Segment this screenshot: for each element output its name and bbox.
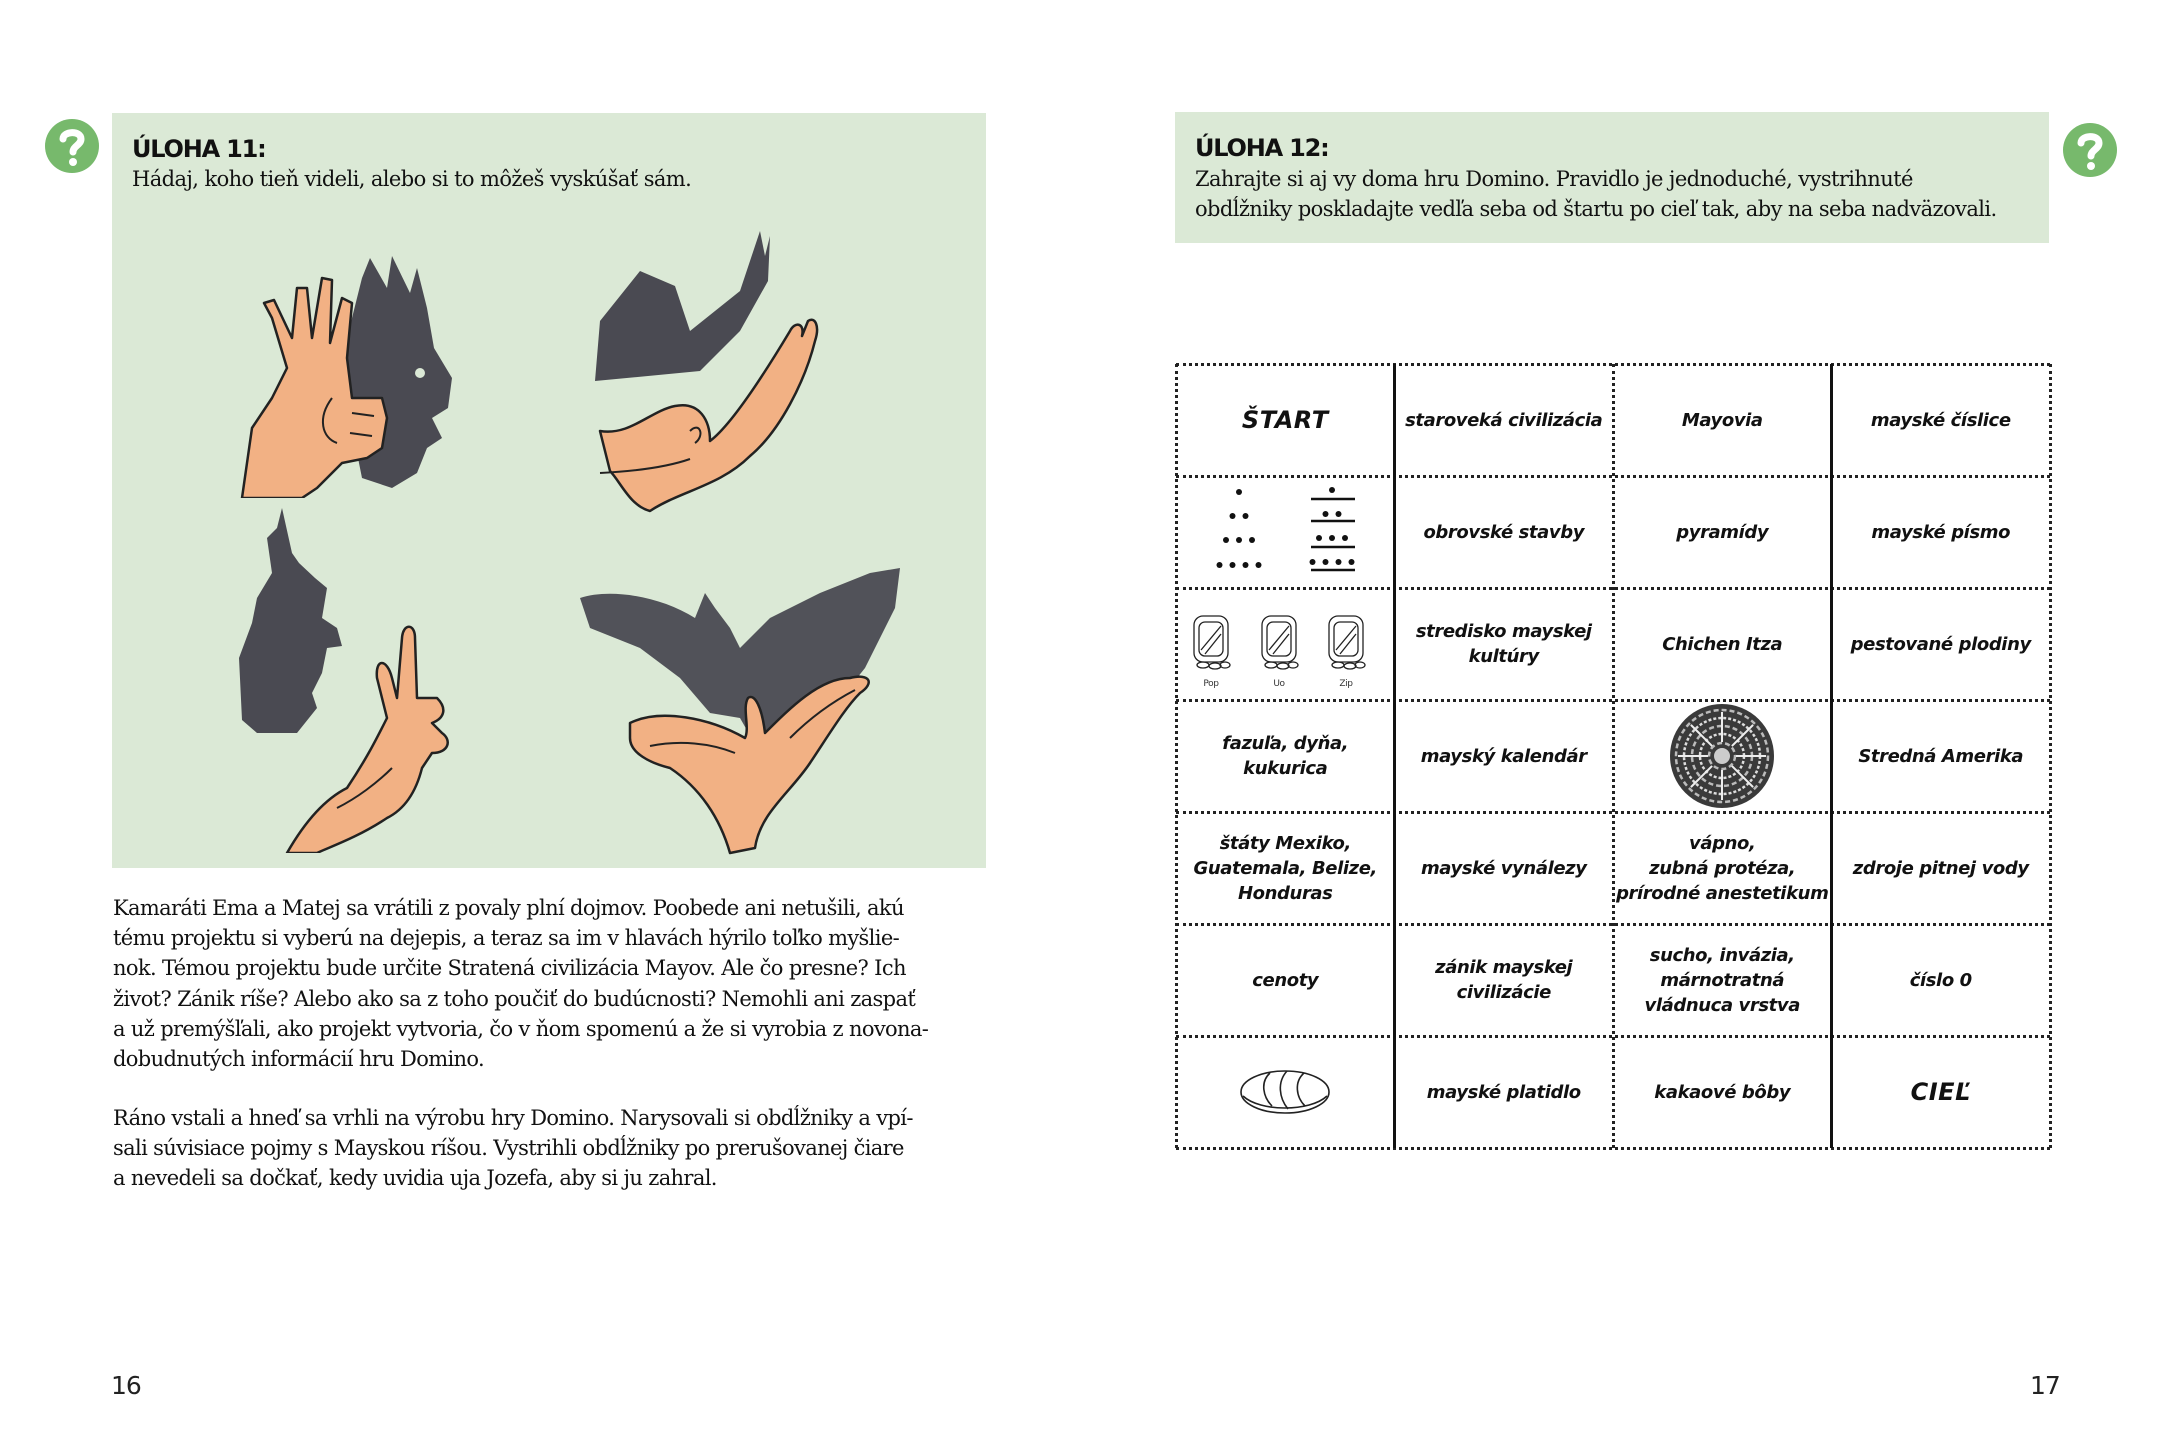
domino-cell bbox=[1176, 1036, 1395, 1148]
page-number-right: 17 bbox=[2030, 1371, 2060, 1400]
domino-divider-line bbox=[1830, 364, 1833, 1148]
task-12-box bbox=[1175, 112, 2049, 243]
domino-cell-text: vápno, zubná protéza, prírodné anestetikum bbox=[1616, 832, 1829, 904]
text-line: a nevedeli sa dočkať, kedy uvidia uja Jozefa, aby si ju zahral. bbox=[113, 1166, 717, 1191]
domino-cell-text: staroveká civilizácia bbox=[1405, 409, 1603, 431]
domino-cell-text: štáty Mexiko, Guatemala, Belize, Honduras bbox=[1193, 832, 1377, 904]
domino-cell bbox=[1613, 924, 1832, 1036]
domino-cell-text: pestované plodiny bbox=[1850, 633, 2031, 655]
domino-cell bbox=[1176, 364, 1395, 476]
domino-cell bbox=[1832, 924, 2051, 1036]
task-11-title: ÚLOHA 11: bbox=[132, 135, 266, 163]
domino-cell-text: pyramídy bbox=[1676, 521, 1769, 543]
task-11-instruction: Hádaj, koho tieň videli, alebo si to môžeš vyskúšať sám. bbox=[132, 167, 692, 191]
domino-cell-text: zdroje pitnej vody bbox=[1852, 857, 2029, 879]
question-circle-icon bbox=[44, 118, 100, 174]
domino-cell-text: Stredná Amerika bbox=[1858, 745, 2024, 767]
glyph-label: Zip bbox=[1339, 679, 1353, 689]
domino-cell bbox=[1832, 476, 2051, 588]
domino-cell bbox=[1395, 588, 1614, 700]
cut-line-vertical bbox=[1175, 364, 1178, 1148]
domino-cell bbox=[1613, 364, 1832, 476]
domino-cell bbox=[1395, 700, 1614, 812]
page-number-left: 16 bbox=[111, 1371, 141, 1400]
domino-cell bbox=[1395, 476, 1614, 588]
glyph-label: Uo bbox=[1273, 679, 1285, 689]
domino-cell bbox=[1613, 700, 1832, 812]
monster-shadow-hands bbox=[212, 248, 512, 498]
domino-cell bbox=[1613, 476, 1832, 588]
maya-glyphs-icon bbox=[1176, 588, 1395, 700]
task-12-instruction-line: Zahrajte si aj vy doma hru Domino. Pravidlo je jednoduché, vystrihnuté bbox=[1195, 167, 1913, 191]
domino-cell bbox=[1395, 364, 1614, 476]
task-12-instruction-line: obdĺžniky poskladajte vedľa seba od štartu po cieľ tak, aby na seba nadväzovali. bbox=[1195, 197, 1997, 221]
goose-shadow-hands bbox=[590, 231, 860, 551]
domino-cell-text: kakaové bôby bbox=[1654, 1081, 1791, 1103]
glyph-label: Pop bbox=[1203, 679, 1219, 689]
domino-cell bbox=[1832, 700, 2051, 812]
domino-cell-text: CIEĽ bbox=[1910, 1077, 1971, 1106]
domino-cell-text: číslo 0 bbox=[1909, 969, 1972, 991]
domino-cell-text: mayské platidlo bbox=[1426, 1081, 1581, 1103]
text-line: a už premýšľali, ako projekt vytvoria, čo v ňom spomenú a že si vyrobia z novona- bbox=[113, 1016, 929, 1041]
domino-cell bbox=[1832, 364, 2051, 476]
maya-numerals-icon bbox=[1176, 476, 1395, 588]
domino-cell bbox=[1613, 588, 1832, 700]
domino-cell bbox=[1176, 588, 1395, 700]
bird-shadow-hands bbox=[570, 568, 920, 868]
domino-cell bbox=[1832, 812, 2051, 924]
domino-cell bbox=[1176, 476, 1395, 588]
text-line: sali súvisiace pojmy s Mayskou ríšou. Vystrihli obdĺžniky po prerušovanej čiare bbox=[113, 1136, 904, 1161]
text-line: nok. Témou projektu bude určite Stratená civilizácia Mayov. Ale čo presne? Ich bbox=[113, 956, 906, 981]
story-paragraph-2 bbox=[113, 1103, 993, 1194]
task-11-box bbox=[112, 113, 986, 868]
text-line: Kamaráti Ema a Matej sa vrátili z povaly plní dojmov. Poobede ani netušili, akú bbox=[113, 896, 904, 920]
task-12-title: ÚLOHA 12: bbox=[1195, 134, 1329, 162]
text-line: dobudnutých informácií hru Domino. bbox=[113, 1047, 485, 1072]
domino-cell-text: stredisko mayskej kultúry bbox=[1415, 621, 1592, 667]
maya-calendar-stone-icon bbox=[1667, 701, 1777, 811]
domino-cell-text: mayský kalendár bbox=[1420, 745, 1587, 767]
story-paragraph-1 bbox=[113, 893, 993, 1074]
domino-cell bbox=[1176, 924, 1395, 1036]
text-line: tému projektu si vyberú na dejepis, a teraz sa im v hlavách hýrilo toľko myšlie- bbox=[113, 926, 900, 951]
cut-line-vertical bbox=[1612, 364, 1615, 1148]
domino-cell-text: mayské písmo bbox=[1871, 521, 2011, 543]
domino-cell-text: mayské číslice bbox=[1870, 409, 2011, 431]
domino-cell-text: Chichen Itza bbox=[1662, 633, 1783, 655]
domino-cell bbox=[1176, 812, 1395, 924]
domino-cell bbox=[1613, 812, 1832, 924]
domino-cell bbox=[1395, 924, 1614, 1036]
text-line: život? Zánik ríše? Alebo ako sa z toho poučiť do budúcnosti? Nemohli ani zaspať bbox=[113, 986, 916, 1011]
domino-cell bbox=[1832, 588, 2051, 700]
cacao-bean-icon bbox=[1235, 1062, 1335, 1122]
domino-cell bbox=[1613, 1036, 1832, 1148]
rabbit-shadow-hands bbox=[227, 508, 467, 853]
domino-cell-text: cenoty bbox=[1252, 969, 1319, 991]
question-circle-icon bbox=[2062, 122, 2118, 178]
domino-grid bbox=[1176, 364, 2050, 1148]
domino-divider-line bbox=[1393, 364, 1396, 1148]
domino-cell-text: mayské vynálezy bbox=[1420, 857, 1587, 879]
domino-cell bbox=[1395, 1036, 1614, 1148]
domino-cell-text: Mayovia bbox=[1681, 409, 1763, 431]
text-line: Ráno vstali a hneď sa vrhli na výrobu hry Domino. Narysovali si obdĺžniky a vpí- bbox=[113, 1106, 913, 1130]
domino-cell bbox=[1176, 700, 1395, 812]
domino-cell-text: sucho, invázia, márnotratná vládnuca vrstva bbox=[1644, 944, 1800, 1016]
domino-cell-text: zánik mayskej civilizácie bbox=[1435, 957, 1573, 1003]
domino-cell-text: fazuľa, dyňa, kukurica bbox=[1222, 733, 1349, 779]
domino-cell-text: ŠTART bbox=[1241, 405, 1329, 434]
domino-cell bbox=[1832, 1036, 2051, 1148]
domino-cell bbox=[1395, 812, 1614, 924]
cut-line-vertical bbox=[2049, 364, 2052, 1148]
domino-cell-text: obrovské stavby bbox=[1423, 521, 1585, 543]
